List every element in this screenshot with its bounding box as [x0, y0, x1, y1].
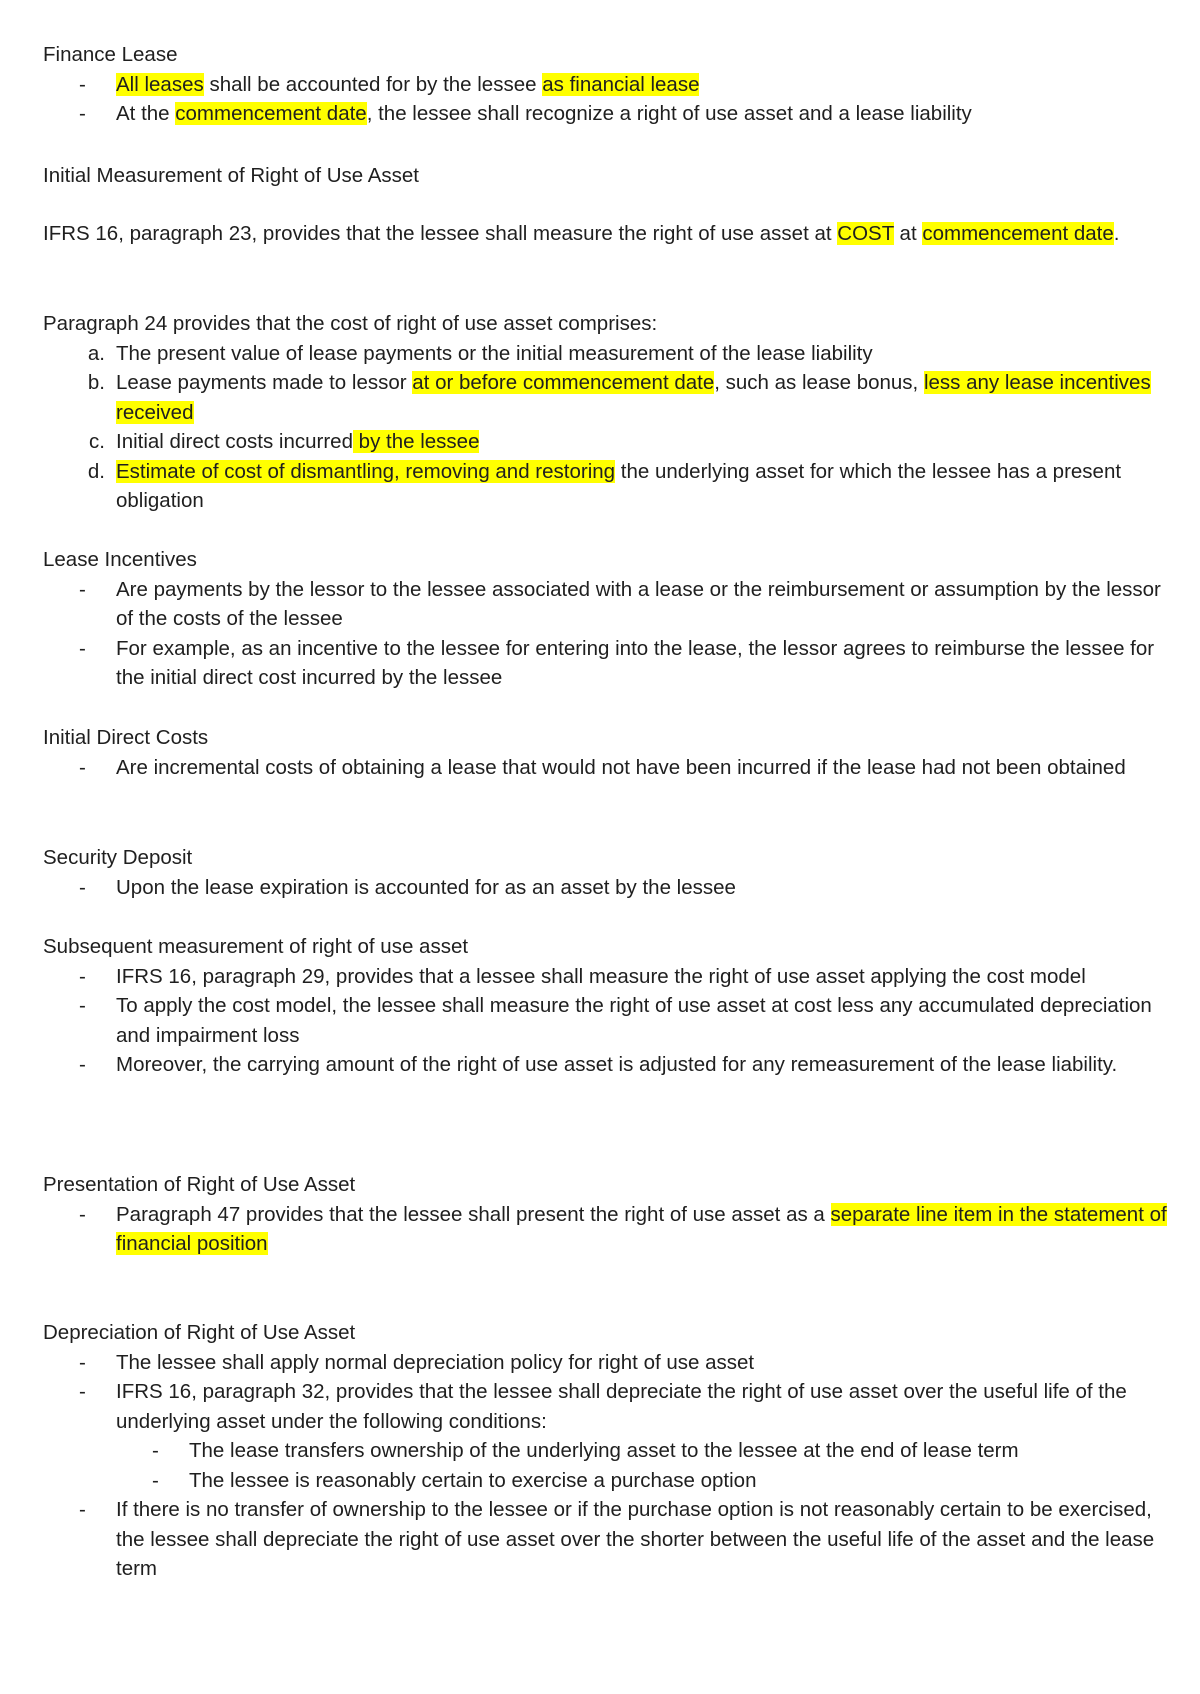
sub-bullet-list	[116, 1436, 1173, 1495]
section-heading: Presentation of Right of Use Asset	[43, 1173, 356, 1196]
dash-bullet: -	[79, 994, 86, 1017]
list-item	[43, 634, 1173, 693]
dash-bullet: -	[79, 102, 86, 125]
bullet-list	[43, 962, 1173, 1080]
section-initial-measurement	[43, 161, 1173, 191]
dash-bullet: -	[152, 1439, 159, 1462]
section-heading: Depreciation of Right of Use Asset	[43, 1321, 356, 1344]
section-security-deposit	[43, 843, 1173, 902]
section-heading: Security Deposit	[43, 846, 193, 869]
highlighted-text: commencement date	[922, 222, 1114, 245]
item-text: the underlying asset for which the lessee has a present obligation	[116, 459, 1122, 512]
highlighted-text: commencement date	[175, 102, 367, 125]
item-text: To apply the cost model, the lessee shall measure the right of use asset at cost less any accumulated depreciation and impairment loss	[116, 994, 1152, 1047]
section-heading: Initial Direct Costs	[43, 726, 209, 749]
item-text: The lessee shall apply normal depreciation policy for right of use asset	[116, 1350, 755, 1374]
list-marker: c.	[89, 430, 105, 453]
list-item	[43, 1495, 1173, 1584]
item-text: The lease transfers ownership of the underlying asset to the lessee at the end of lease term	[189, 1439, 1019, 1462]
para-text: at	[893, 222, 923, 245]
paragraph-text	[43, 219, 1173, 249]
item-text: For example, as an incentive to the lessee for entering into the lease, the lessor agrees to reimburse the lessee for the initial direct cost incurred by the lessee	[116, 636, 1155, 689]
dash-bullet: -	[79, 1498, 86, 1521]
list-marker: b.	[87, 371, 105, 394]
list-item-d	[43, 457, 1173, 516]
highlighted-text: Estimate of cost of dismantling, removing and restoring	[116, 459, 616, 483]
item-text: , such as lease bonus,	[714, 371, 924, 394]
item-text: If there is no transfer of ownership to the lessee or if the purchase option is not reasonably certain to be exercised, the lessee shall depreciate the right of use asset over the shorter between the useful life of the asset and the lease term	[116, 1498, 1155, 1580]
section-finance-lease	[43, 40, 1173, 129]
list-item	[43, 873, 1173, 903]
list-item	[43, 1200, 1173, 1259]
item-text: At the	[116, 102, 176, 125]
para-text: IFRS 16, paragraph 23, provides that the lessee shall measure the right of use asset at	[43, 222, 838, 245]
section-heading: Finance Lease	[43, 43, 178, 66]
list-item-c	[43, 427, 1173, 457]
bullet-list	[43, 1200, 1173, 1259]
item-text: Are payments by the lessor to the lessee associated with a lease or the reimbursement or assumption by the lessor of the costs of the lessee	[116, 577, 1161, 630]
list-item-a	[43, 339, 1173, 369]
list-item	[43, 575, 1173, 634]
list-item	[43, 99, 1173, 129]
list-item	[43, 753, 1173, 783]
ordered-list	[43, 339, 1173, 516]
highlighted-text: by the lessee	[352, 430, 480, 453]
list-item	[43, 1348, 1173, 1378]
item-text: IFRS 16, paragraph 29, provides that a lessee shall measure the right of use asset applying the cost model	[116, 964, 1086, 988]
dash-bullet: -	[152, 1468, 159, 1492]
section-heading: Lease Incentives	[43, 548, 197, 571]
item-text: Initial direct costs incurred	[116, 430, 353, 453]
dash-bullet: -	[79, 1380, 86, 1403]
list-item	[43, 70, 1173, 100]
highlighted-text: at or before commencement date	[412, 371, 715, 394]
list-item	[43, 991, 1173, 1050]
bullet-list	[43, 575, 1173, 693]
dash-bullet: -	[79, 875, 86, 899]
list-item-b	[43, 368, 1173, 427]
list-item	[43, 1050, 1173, 1080]
item-text: IFRS 16, paragraph 32, provides that the lessee shall depreciate the right of use asset over the useful life of the underlying asset under the following conditions:	[116, 1380, 1127, 1433]
dash-bullet: -	[79, 72, 86, 96]
list-marker: d.	[87, 459, 105, 483]
bullet-list	[43, 1348, 1173, 1584]
section-paragraph-24	[43, 309, 1173, 516]
item-text: , the lessee shall recognize a right of use asset and a lease liability	[366, 102, 972, 125]
list-marker: a.	[87, 341, 105, 365]
item-text: Upon the lease expiration is accounted for as an asset by the lessee	[116, 875, 736, 899]
bullet-list	[43, 873, 1173, 903]
bullet-list	[43, 753, 1173, 783]
section-heading: Initial Measurement of Right of Use Asset	[43, 164, 420, 187]
para-text: .	[1113, 222, 1120, 245]
item-text: The lessee is reasonably certain to exercise a purchase option	[189, 1468, 757, 1492]
item-text: Are incremental costs of obtaining a lease that would not have been incurred if the lease had not been obtained	[116, 755, 1126, 779]
list-item	[43, 1377, 1173, 1495]
item-text: Moreover, the carrying amount of the right of use asset is adjusted for any remeasurement of the lease liability.	[116, 1053, 1118, 1076]
item-text: The present value of lease payments or the initial measurement of the lease liability	[116, 341, 873, 365]
section-subsequent-measurement	[43, 932, 1173, 1080]
highlighted-text: COST	[837, 222, 894, 245]
list-item	[43, 962, 1173, 992]
highlighted-text: separate line item in the statement of financial position	[116, 1202, 1167, 1255]
highlighted-text: All leases	[116, 72, 204, 96]
paragraph-ifrs16-p23	[43, 219, 1173, 249]
section-presentation	[43, 1170, 1173, 1259]
section-heading: Subsequent measurement of right of use asset	[43, 935, 469, 958]
section-lease-incentives	[43, 545, 1173, 693]
section-depreciation	[43, 1318, 1173, 1584]
bullet-list	[43, 70, 1173, 129]
paragraph-intro: Paragraph 24 provides that the cost of right of use asset comprises:	[43, 312, 658, 335]
item-text: Lease payments made to lessor	[116, 371, 413, 394]
dash-bullet: -	[79, 755, 86, 779]
sub-list-item	[116, 1436, 1173, 1466]
dash-bullet: -	[79, 1202, 86, 1226]
dash-bullet: -	[79, 964, 86, 988]
highlighted-text: less any lease incentives received	[116, 371, 1151, 424]
section-initial-direct-costs	[43, 723, 1173, 782]
highlighted-text: as financial lease	[542, 72, 700, 96]
dash-bullet: -	[79, 577, 86, 601]
sub-list-item	[116, 1466, 1173, 1496]
dash-bullet: -	[79, 1053, 86, 1076]
dash-bullet: -	[79, 636, 86, 660]
dash-bullet: -	[79, 1350, 86, 1374]
item-text: shall be accounted for by the lessee	[203, 72, 543, 96]
item-text: Paragraph 47 provides that the lessee shall present the right of use asset as a	[116, 1202, 831, 1226]
